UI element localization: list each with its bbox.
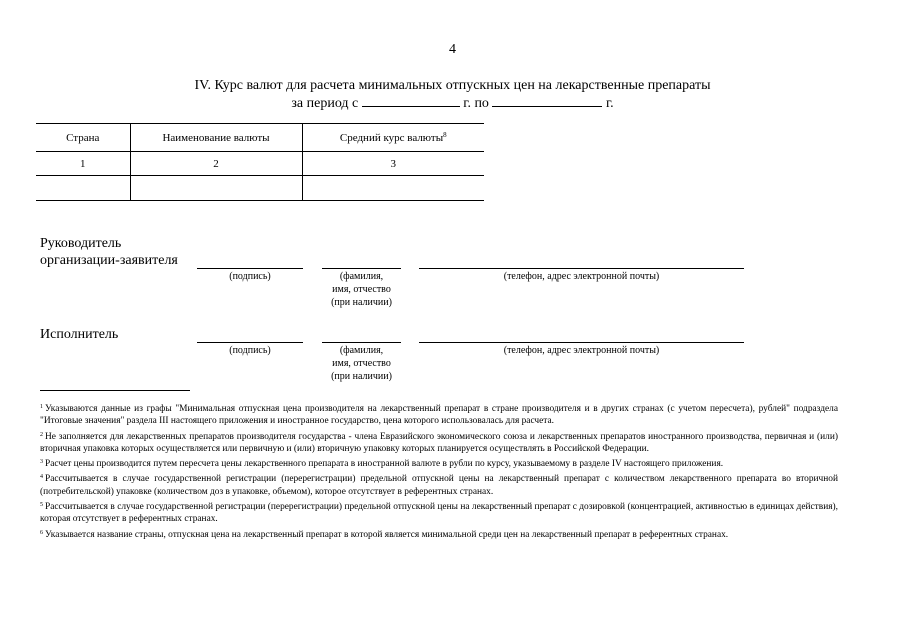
footnote-mark: 8 [443,131,447,139]
period-to-label: г. по [463,96,489,111]
table-row [36,176,484,201]
footnote-item: $^3$ Расчет цены производится путем пересчета цены лекарственного препарата в иностранной валюте в рубли по курсу, указываемому в разделе IV настоящего приложения. [40,459,724,470]
executor-name-line[interactable] [322,342,401,343]
currency-rates-table [36,123,484,201]
caption-signature: (подпись) [229,271,271,282]
head-label-line1: Руководитель [40,236,122,251]
header-country: Страна [36,124,130,152]
footnote-separator [40,390,190,391]
footnote-item: $^2$ Не заполняется для лекарственных препаратов производителя государства - члена Евразийского экономического союза и лекарственных препаратов иностранного производства, первичная и (или) вторичная упаковка которых осуществляется или первичную и (или) вторичную упаковку которых планируется осуществлять в Российской Федерации. [40,431,838,454]
period-from-blank[interactable] [362,94,460,107]
table-row [36,152,484,176]
column-number: 1 [36,152,130,176]
head-signature-line[interactable] [197,268,303,269]
section-title: IV. Курс валют для расчета минимальных отпускных цен на лекарственные препараты [194,78,711,93]
caption-signature: (подпись) [229,345,271,356]
header-currency-name: Наименование валюты [130,124,302,152]
executor-contacts-line[interactable] [419,342,744,343]
period-to-blank[interactable] [492,94,602,107]
footnotes [40,401,838,542]
period-line [0,94,905,112]
executor-label: Исполнитель [40,327,119,342]
period-from-label: за период с [291,96,359,111]
table-cell-empty[interactable] [302,176,484,201]
head-label-line2: организации-заявителя [40,253,178,268]
footnote-item: $^4$ Рассчитывается в случае государственной регистрации (перерегистрации) предельной отпускной цены на лекарственный препарат с количеством лекарственного препарата во вторичной (потребительской) упаковке (количеством доз в упаковке, объемом), которое отсутствует в референтных странах. [40,474,838,497]
header-average-rate: Средний курс валюты$^8$ [302,124,484,152]
table-header-row [36,124,484,152]
period-suffix: г. [605,96,614,111]
table-cell-empty[interactable] [36,176,130,201]
caption-contacts: (телефон, адрес электронной почты) [503,271,660,282]
page-number: 4 [449,42,456,57]
column-number: 3 [302,152,484,176]
footnote-item: $^1$ Указываются данные из графы "Минимальная отпускная цена производителя на лекарственный препарат в стране производителя и в других странах (с учетом пересчета), рублей" подраздела "Итоговые значения" раздела III настоящего приложения и иностранное государство, цена которого использовалась для расчета. [40,404,838,427]
caption-contacts: (телефон, адрес электронной почты) [503,345,660,356]
caption-name: (фамилия, имя, отчество (при наличии) [331,345,392,382]
executor-signature-line[interactable] [197,342,303,343]
caption-name: (фамилия, имя, отчество (при наличии) [331,271,392,308]
head-name-line[interactable] [322,268,401,269]
footnote-item: $^6$ Указывается название страны, отпускная цена на лекарственный препарат в которой является минимальной среди цен на лекарственный препарат в референтных странах. [40,529,729,540]
head-contacts-line[interactable] [419,268,744,269]
column-number: 2 [130,152,302,176]
footnote-item: $^5$ Рассчитывается в случае государственной регистрации (перерегистрации) предельной отпускной цены на лекарственный препарат с дозировкой (концентрацией, активностью в единицах действия), которая отсутствует в референтных странах. [40,502,838,525]
table-cell-empty[interactable] [130,176,302,201]
